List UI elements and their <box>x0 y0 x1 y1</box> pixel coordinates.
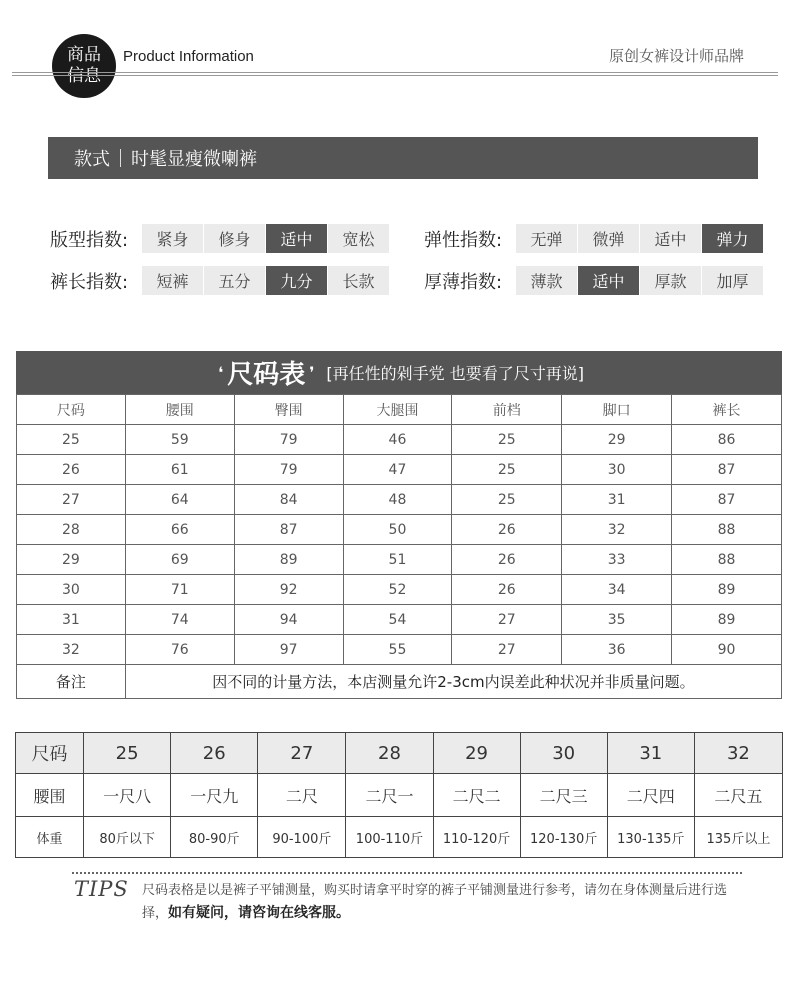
size-cell: 32 <box>694 733 782 774</box>
table-cell: 51 <box>343 545 452 575</box>
table-cell: 25 <box>452 425 562 455</box>
table-cell: 97 <box>234 635 343 665</box>
size-row-label: 尺码 <box>16 733 84 774</box>
style-label: 款式 <box>74 149 110 170</box>
table-cell: 55 <box>343 635 452 665</box>
weight-table-waist-row <box>16 774 783 817</box>
size-table-column-header: 大腿围 <box>343 395 452 425</box>
table-cell: 29 <box>562 425 672 455</box>
waist-cell: 二尺四 <box>607 774 694 817</box>
style-bar <box>48 137 758 179</box>
table-cell: 28 <box>17 515 126 545</box>
table-cell: 27 <box>452 635 562 665</box>
table-cell: 50 <box>343 515 452 545</box>
table-row <box>17 455 782 485</box>
table-cell: 26 <box>452 575 562 605</box>
tips-label: TIPS <box>74 877 129 901</box>
table-cell: 36 <box>562 635 672 665</box>
table-cell: 61 <box>125 455 234 485</box>
table-cell: 87 <box>672 455 782 485</box>
badge-line-2: 信息 <box>67 66 101 86</box>
table-cell: 87 <box>672 485 782 515</box>
fit-index-label: 版型指数: <box>50 229 129 251</box>
weight-cell: 100-110斤 <box>346 817 433 858</box>
header-divider <box>12 72 778 73</box>
weight-cell: 130-135斤 <box>607 817 694 858</box>
elastic-option: 弹力 <box>702 224 764 253</box>
waist-cell: 二尺 <box>258 774 346 817</box>
table-cell: 46 <box>343 425 452 455</box>
size-table-title: 尺码表 <box>227 360 306 390</box>
fit-option: 适中 <box>266 224 328 253</box>
table-cell: 27 <box>452 605 562 635</box>
thickness-option: 厚款 <box>640 266 702 295</box>
tips-emphasis: 如有疑问，请咨询在线客服。 <box>168 905 351 921</box>
table-row <box>17 605 782 635</box>
size-table-header <box>17 395 782 425</box>
table-row <box>17 575 782 605</box>
table-cell: 88 <box>672 515 782 545</box>
size-table-column-header: 裤长 <box>672 395 782 425</box>
weight-cell: 110-120斤 <box>433 817 520 858</box>
product-info-badge <box>52 34 116 98</box>
size-cell: 26 <box>171 733 258 774</box>
weight-cell: 90-100斤 <box>258 817 346 858</box>
thickness-index-label: 厚薄指数: <box>424 271 503 293</box>
style-separator <box>120 149 121 167</box>
table-cell: 59 <box>125 425 234 455</box>
weight-cell: 135斤以上 <box>694 817 782 858</box>
waist-cell: 二尺三 <box>520 774 607 817</box>
section-subtitle: Product Information <box>123 48 254 65</box>
table-cell: 89 <box>672 575 782 605</box>
size-cell: 31 <box>607 733 694 774</box>
table-cell: 27 <box>17 485 126 515</box>
table-cell: 30 <box>562 455 672 485</box>
table-cell: 86 <box>672 425 782 455</box>
weight-table-weight-row <box>16 817 783 858</box>
table-cell: 79 <box>234 455 343 485</box>
table-cell: 25 <box>17 425 126 455</box>
tips-text <box>142 880 742 925</box>
table-cell: 32 <box>17 635 126 665</box>
brand-text: 原创女裤设计师品牌 <box>608 47 744 65</box>
table-cell: 31 <box>17 605 126 635</box>
table-cell: 25 <box>452 485 562 515</box>
elastic-option: 无弹 <box>516 224 578 253</box>
weight-table <box>15 732 783 858</box>
size-table-column-header: 前档 <box>452 395 562 425</box>
table-row <box>17 425 782 455</box>
tips-divider <box>72 872 742 874</box>
table-row <box>17 545 782 575</box>
fit-option: 紧身 <box>142 224 204 253</box>
length-option: 短裤 <box>142 266 204 295</box>
table-cell: 26 <box>17 455 126 485</box>
waist-cell: 一尺八 <box>84 774 171 817</box>
table-cell: 31 <box>562 485 672 515</box>
waist-cell: 二尺二 <box>433 774 520 817</box>
size-cell: 27 <box>258 733 346 774</box>
table-row <box>17 485 782 515</box>
table-cell: 30 <box>17 575 126 605</box>
table-cell: 29 <box>17 545 126 575</box>
style-value: 时髦显瘦微喇裤 <box>131 149 257 170</box>
table-cell: 71 <box>125 575 234 605</box>
size-table-column-header: 臀围 <box>234 395 343 425</box>
table-cell: 33 <box>562 545 672 575</box>
table-cell: 48 <box>343 485 452 515</box>
table-cell: 74 <box>125 605 234 635</box>
size-cell: 28 <box>346 733 433 774</box>
size-table-column-header: 腰围 <box>125 395 234 425</box>
weight-cell: 80斤以下 <box>84 817 171 858</box>
sparkle-icon: ❛ <box>218 363 224 382</box>
thickness-option: 适中 <box>578 266 640 295</box>
table-cell: 90 <box>672 635 782 665</box>
table-cell: 92 <box>234 575 343 605</box>
table-cell: 84 <box>234 485 343 515</box>
table-cell: 52 <box>343 575 452 605</box>
badge-line-1: 商品 <box>67 45 101 65</box>
thickness-option: 加厚 <box>702 266 764 295</box>
elastic-index <box>424 224 764 253</box>
length-option: 九分 <box>266 266 328 295</box>
table-row <box>17 635 782 665</box>
table-cell: 89 <box>234 545 343 575</box>
weight-table-size-row <box>16 733 783 774</box>
sparkle-icon: ❜ <box>309 363 315 382</box>
fit-option: 宽松 <box>328 224 390 253</box>
table-cell: 54 <box>343 605 452 635</box>
size-table-column-header: 脚口 <box>562 395 672 425</box>
table-cell: 64 <box>125 485 234 515</box>
table-cell: 25 <box>452 455 562 485</box>
length-option: 长款 <box>328 266 390 295</box>
elastic-option: 适中 <box>640 224 702 253</box>
size-table-subtitle: [再任性的剁手党 也要看了尺寸再说] <box>326 364 584 383</box>
tips-body: 尺码表格是以是裤子平铺测量，购买时请拿平时穿的裤子平铺测量进行参考，请勿在身体测量后进行选择， <box>142 883 728 921</box>
table-cell: 79 <box>234 425 343 455</box>
length-index-label: 裤长指数: <box>50 271 129 293</box>
table-cell: 26 <box>452 515 562 545</box>
size-cell: 29 <box>433 733 520 774</box>
table-cell: 69 <box>125 545 234 575</box>
table-cell: 66 <box>125 515 234 545</box>
elastic-index-label: 弹性指数: <box>424 229 503 251</box>
waist-row-label: 腰围 <box>16 774 84 817</box>
table-cell: 47 <box>343 455 452 485</box>
waist-cell: 二尺一 <box>346 774 433 817</box>
size-table-title-bar <box>16 351 782 394</box>
note-label: 备注 <box>17 665 126 699</box>
table-row <box>17 515 782 545</box>
note-row <box>17 665 782 699</box>
fit-index <box>50 224 390 253</box>
thickness-option: 薄款 <box>516 266 578 295</box>
table-cell: 76 <box>125 635 234 665</box>
table-cell: 26 <box>452 545 562 575</box>
table-cell: 94 <box>234 605 343 635</box>
header-divider-2 <box>12 75 778 76</box>
size-cell: 30 <box>520 733 607 774</box>
size-table <box>16 394 782 699</box>
weight-row-label: 体重 <box>16 817 84 858</box>
weight-cell: 80-90斤 <box>171 817 258 858</box>
thickness-index <box>424 266 764 295</box>
size-cell: 25 <box>84 733 171 774</box>
table-cell: 34 <box>562 575 672 605</box>
size-table-column-header: 尺码 <box>17 395 126 425</box>
table-cell: 87 <box>234 515 343 545</box>
table-cell: 32 <box>562 515 672 545</box>
table-cell: 89 <box>672 605 782 635</box>
table-cell: 35 <box>562 605 672 635</box>
note-text: 因不同的计量方法，本店测量允许2-3cm内误差此种状况并非质量问题。 <box>125 665 781 699</box>
length-option: 五分 <box>204 266 266 295</box>
weight-cell: 120-130斤 <box>520 817 607 858</box>
waist-cell: 二尺五 <box>694 774 782 817</box>
length-index <box>50 266 390 295</box>
table-cell: 88 <box>672 545 782 575</box>
elastic-option: 微弹 <box>578 224 640 253</box>
waist-cell: 一尺九 <box>171 774 258 817</box>
fit-option: 修身 <box>204 224 266 253</box>
